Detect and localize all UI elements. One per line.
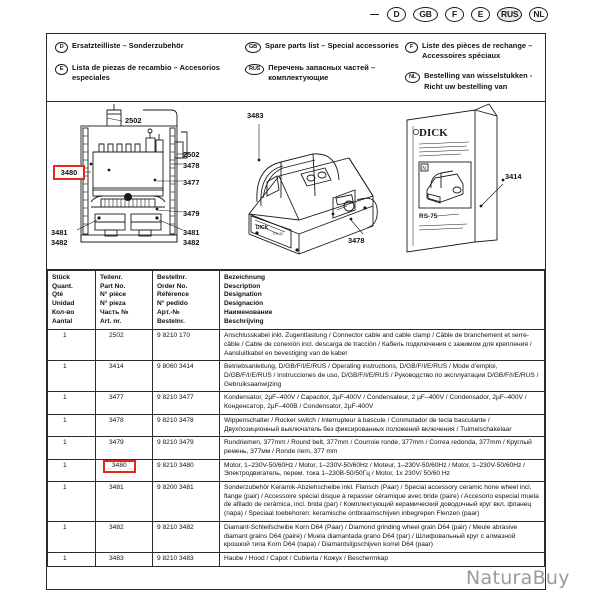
hdr-part-ru: Часть № xyxy=(100,308,129,316)
title-badge-d: D xyxy=(55,42,68,53)
hdr-qty-fr: Qté xyxy=(52,291,63,299)
operating-manual-illustration xyxy=(397,102,545,269)
title-entry-es xyxy=(55,63,241,83)
machine-3d-illustration xyxy=(237,102,397,269)
hdr-desc-fr: Désignation xyxy=(224,291,262,299)
hdr-part-nl: Art. nr. xyxy=(100,317,122,325)
callout-3482-right: 3482 xyxy=(183,238,200,247)
hdr-part-de: Teilenr. xyxy=(100,274,123,281)
title-text-fr: Liste des pièces de rechange – Accessoires spéciaux xyxy=(422,41,533,61)
column-header-order-no xyxy=(153,271,220,330)
hdr-qty-en: Quant. xyxy=(52,282,73,290)
column-header-quantity xyxy=(48,271,96,330)
title-text-en: Spare parts list – Special accessories xyxy=(265,41,399,50)
callout-3477: 3477 xyxy=(183,178,200,187)
part-no-value: 2502 xyxy=(109,332,124,340)
cross-section-drawing xyxy=(47,102,237,270)
hdr-part-fr: N° pièce xyxy=(100,291,127,299)
cell-order-no: 9 8060 3414 xyxy=(153,361,220,392)
table-header-row xyxy=(48,271,545,330)
cell-description: Anschlusskabel inkl. Zugentlastung / Connector cable and cable clamp / Câble de branchement et serre-câble / Cable de conexión incl. descarga de tracción / Кабель подключения с зажимом для крепления / Aansluitkabel en bevestiging van de kabel xyxy=(220,330,545,361)
hdr-desc-es: Designación xyxy=(224,300,264,308)
cell-quantity: 1 xyxy=(48,482,96,522)
hdr-ord-ru: Арт.-№ xyxy=(157,308,180,316)
table-row xyxy=(48,521,545,552)
part-no-value: 3477 xyxy=(109,394,124,402)
title-entry-ru xyxy=(245,63,401,83)
title-badge-gb: GB xyxy=(245,42,261,53)
strip-dash xyxy=(370,14,379,15)
cell-description: Rundriemen, 377mm / Round belt, 377mm / Courroie ronde, 377mm / Correa redonda, 377mm / Круглый ремень, 377мм / Ronde riem, 377 mm xyxy=(220,437,545,459)
spare-parts-table xyxy=(47,270,545,567)
hdr-ord-en: Order No. xyxy=(157,282,188,290)
table-row xyxy=(48,482,545,522)
title-text-es: Lista de piezas de recambio – Accesorios especiales xyxy=(72,63,220,83)
machine-3d-drawing xyxy=(237,102,397,270)
title-text-ru: Перечень запасных частей – комплектующие xyxy=(268,63,376,83)
cell-order-no: 9 8210 3479 xyxy=(153,437,220,459)
cell-part-no xyxy=(96,414,153,436)
cell-order-no: 9 8210 3478 xyxy=(153,414,220,436)
title-column-left xyxy=(55,41,245,101)
cell-part-no xyxy=(96,459,153,481)
language-badge-gb: GB xyxy=(413,7,438,22)
callout-3414: 3414 xyxy=(505,172,522,181)
language-badge-d: D xyxy=(387,7,406,22)
hdr-part-es: N° pieza xyxy=(100,300,126,308)
callout-3478-machine: 3478 xyxy=(348,236,365,245)
part-no-value: 3483 xyxy=(109,554,124,562)
svg-text:DICK: DICK xyxy=(419,127,448,139)
hdr-qty-ru: Кол-во xyxy=(52,308,75,316)
language-badge-f: F xyxy=(445,7,464,22)
cell-part-no xyxy=(96,330,153,361)
title-block xyxy=(47,34,545,102)
cell-part-no xyxy=(96,521,153,552)
cell-part-no xyxy=(96,361,153,392)
part-no-value-highlighted: 3480 xyxy=(103,460,136,473)
language-badge-e: E xyxy=(471,7,490,22)
title-text-de: Ersatzteilliste – Sonderzubehör xyxy=(72,41,184,50)
cell-quantity: 1 xyxy=(48,552,96,566)
cell-part-no xyxy=(96,482,153,522)
svg-text:N: N xyxy=(422,166,427,172)
cell-description: Motor, 1–230V-50/60Hz / Motor, 1–230V-50/60Hz / Moteur, 1–230V-50/60Hz / Motor, 1–230V-50/60Hz / Электродвигатель, перем. тока 1–230В-50/50Гц / Motor, 1x 230V/ 50/60 Hz xyxy=(220,459,545,481)
title-badge-e: E xyxy=(55,64,68,75)
hdr-desc-nl: Beschrijving xyxy=(224,317,264,325)
title-badge-rus: RUS xyxy=(245,64,264,75)
callout-3480-highlight: 3480 xyxy=(53,165,85,180)
callout-3481-right: 3481 xyxy=(183,228,200,237)
hdr-desc-en: Description xyxy=(224,282,261,290)
cell-quantity: 1 xyxy=(48,459,96,481)
cell-order-no: 9 8210 3480 xyxy=(153,459,220,481)
column-header-part-no xyxy=(96,271,153,330)
cell-description: Kondensator, 2µF–400V / Capacitor, 2µF-400V / Condensateur, 2 µF–400V / Condensador, 2µF–400V / Конденсатор, 2µF–400В / Condensator, 2µF-400V xyxy=(220,392,545,414)
title-column-middle xyxy=(245,41,405,101)
cell-description: Diamant-Schleifscheibe Korn D64 (Paar) / Diamond grinding wheel grain D64 (pair) / Meule abrasive diamant grains D64 (paire) / Muela diamantada grano D64 (par) / Шлифовальный круг с алмазной крошкой типа Korn D64 (пара) / Diamantslijpschijven korrel D64 (paar) xyxy=(220,521,545,552)
cell-part-no xyxy=(96,392,153,414)
hdr-part-en: Part No. xyxy=(100,282,126,290)
cell-description: Sonderzubehör Keramik-Abziehscheibe inkl. Flansch (Paar) / Special accessory ceramic hone wheel incl. flange (pair) / Accessoire spécial disque à repasser céramique avec bride (paire) / Accesorio especial muela de afilado de cerámica, incl. brida (par) / Комплектующий керамический доводочный круг вкл. фланец (пара) / Speciaal toebehoren: keramische ontbraamschijven inbegrepen Flenzen (paar) xyxy=(220,482,545,522)
svg-text:DICK: DICK xyxy=(256,225,269,231)
cell-quantity: 1 xyxy=(48,414,96,436)
callout-2502-right: 2502 xyxy=(183,150,200,159)
hdr-desc-ru: Наименование xyxy=(224,308,273,316)
title-column-right xyxy=(405,41,540,101)
cell-description: Betriebsanleitung, D/GB/F/I/E/RUS / Operating instructions, D/GB/F/I/E/RUS / Mode d’emploi, D/GB/F/I/E/RUS / Instrucciones de uso, D/GB/F/I/E/RUS / Руководство по эксплуатации D/GB/F/I/E/RUS / Gebruiksaanwijzing xyxy=(220,361,545,392)
callout-3482-left: 3482 xyxy=(51,238,68,247)
table-body xyxy=(48,330,545,566)
hdr-qty-es: Unidad xyxy=(52,300,75,308)
hdr-desc-de: Bezeichnung xyxy=(224,274,266,281)
title-text-nl: Bestelling van wisselstukken - Richt uw bestelling van xyxy=(424,71,533,91)
illustration-row xyxy=(47,102,545,270)
hdr-ord-fr: Référence xyxy=(157,291,189,299)
cell-order-no: 9 8210 3482 xyxy=(153,521,220,552)
part-no-value: 3481 xyxy=(109,484,124,492)
cell-description: Wippenschalter / Rocker switch / Interrupteur à bascule / Conmutador de tecla basculante / Двухпозиционный выключатель без фиксированных положений включения / Tuimelschakelaar xyxy=(220,414,545,436)
svg-text:RS-75: RS-75 xyxy=(273,232,284,236)
title-entry-de xyxy=(55,41,241,53)
cell-order-no: 9 8200 3481 xyxy=(153,482,220,522)
cell-quantity: 1 xyxy=(48,521,96,552)
cell-quantity: 1 xyxy=(48,392,96,414)
title-badge-f: F xyxy=(405,42,418,53)
cell-quantity: 1 xyxy=(48,330,96,361)
table-row xyxy=(48,437,545,459)
column-header-description xyxy=(220,271,545,330)
cell-part-no xyxy=(96,437,153,459)
hdr-ord-es: N° pedido xyxy=(157,300,188,308)
language-badge-nl: NL xyxy=(529,7,548,22)
part-no-value: 3482 xyxy=(109,523,124,531)
hdr-ord-nl: Bestelnr. xyxy=(157,317,185,325)
cell-quantity: 1 xyxy=(48,437,96,459)
table-row xyxy=(48,414,545,436)
table-row xyxy=(48,361,545,392)
cell-order-no: 9 8210 3477 xyxy=(153,392,220,414)
language-badge-strip xyxy=(370,7,548,22)
title-entry-fr xyxy=(405,41,536,61)
cell-order-no: 9 8210 3483 xyxy=(153,552,220,566)
hdr-qty-de: Stück xyxy=(52,274,70,281)
callout-3483: 3483 xyxy=(247,111,264,120)
table-row xyxy=(48,552,545,566)
cell-part-no xyxy=(96,552,153,566)
title-entry-en xyxy=(245,41,401,53)
callout-3481-left: 3481 xyxy=(51,228,68,237)
cell-order-no: 9 8210 170 xyxy=(153,330,220,361)
catalogue-sheet xyxy=(46,33,546,590)
part-no-value: 3414 xyxy=(109,363,124,371)
cell-description: Haube / Hood / Capot / Cubierta / Кожух / Beschermkap xyxy=(220,552,545,566)
table-row xyxy=(48,330,545,361)
manual-booklet-drawing xyxy=(397,102,545,270)
title-badge-nl: NL xyxy=(405,72,420,83)
callout-3478-left-diagram: 3478 xyxy=(183,161,200,170)
svg-text:RS-75: RS-75 xyxy=(419,213,438,220)
table-row xyxy=(48,392,545,414)
callout-2502-top: 2502 xyxy=(125,116,142,125)
table-row-highlighted xyxy=(48,459,545,481)
machine-cross-section-diagram xyxy=(47,102,237,269)
part-no-value: 3479 xyxy=(109,439,124,447)
title-entry-nl xyxy=(405,71,536,91)
callout-3479: 3479 xyxy=(183,209,200,218)
naturabuy-watermark: NaturaBuy xyxy=(466,567,570,589)
hdr-qty-nl: Aantal xyxy=(52,317,73,325)
part-no-value: 3478 xyxy=(109,416,124,424)
hdr-ord-de: Bestellnr. xyxy=(157,274,187,281)
language-badge-rus: RUS xyxy=(497,7,522,22)
cell-quantity: 1 xyxy=(48,361,96,392)
